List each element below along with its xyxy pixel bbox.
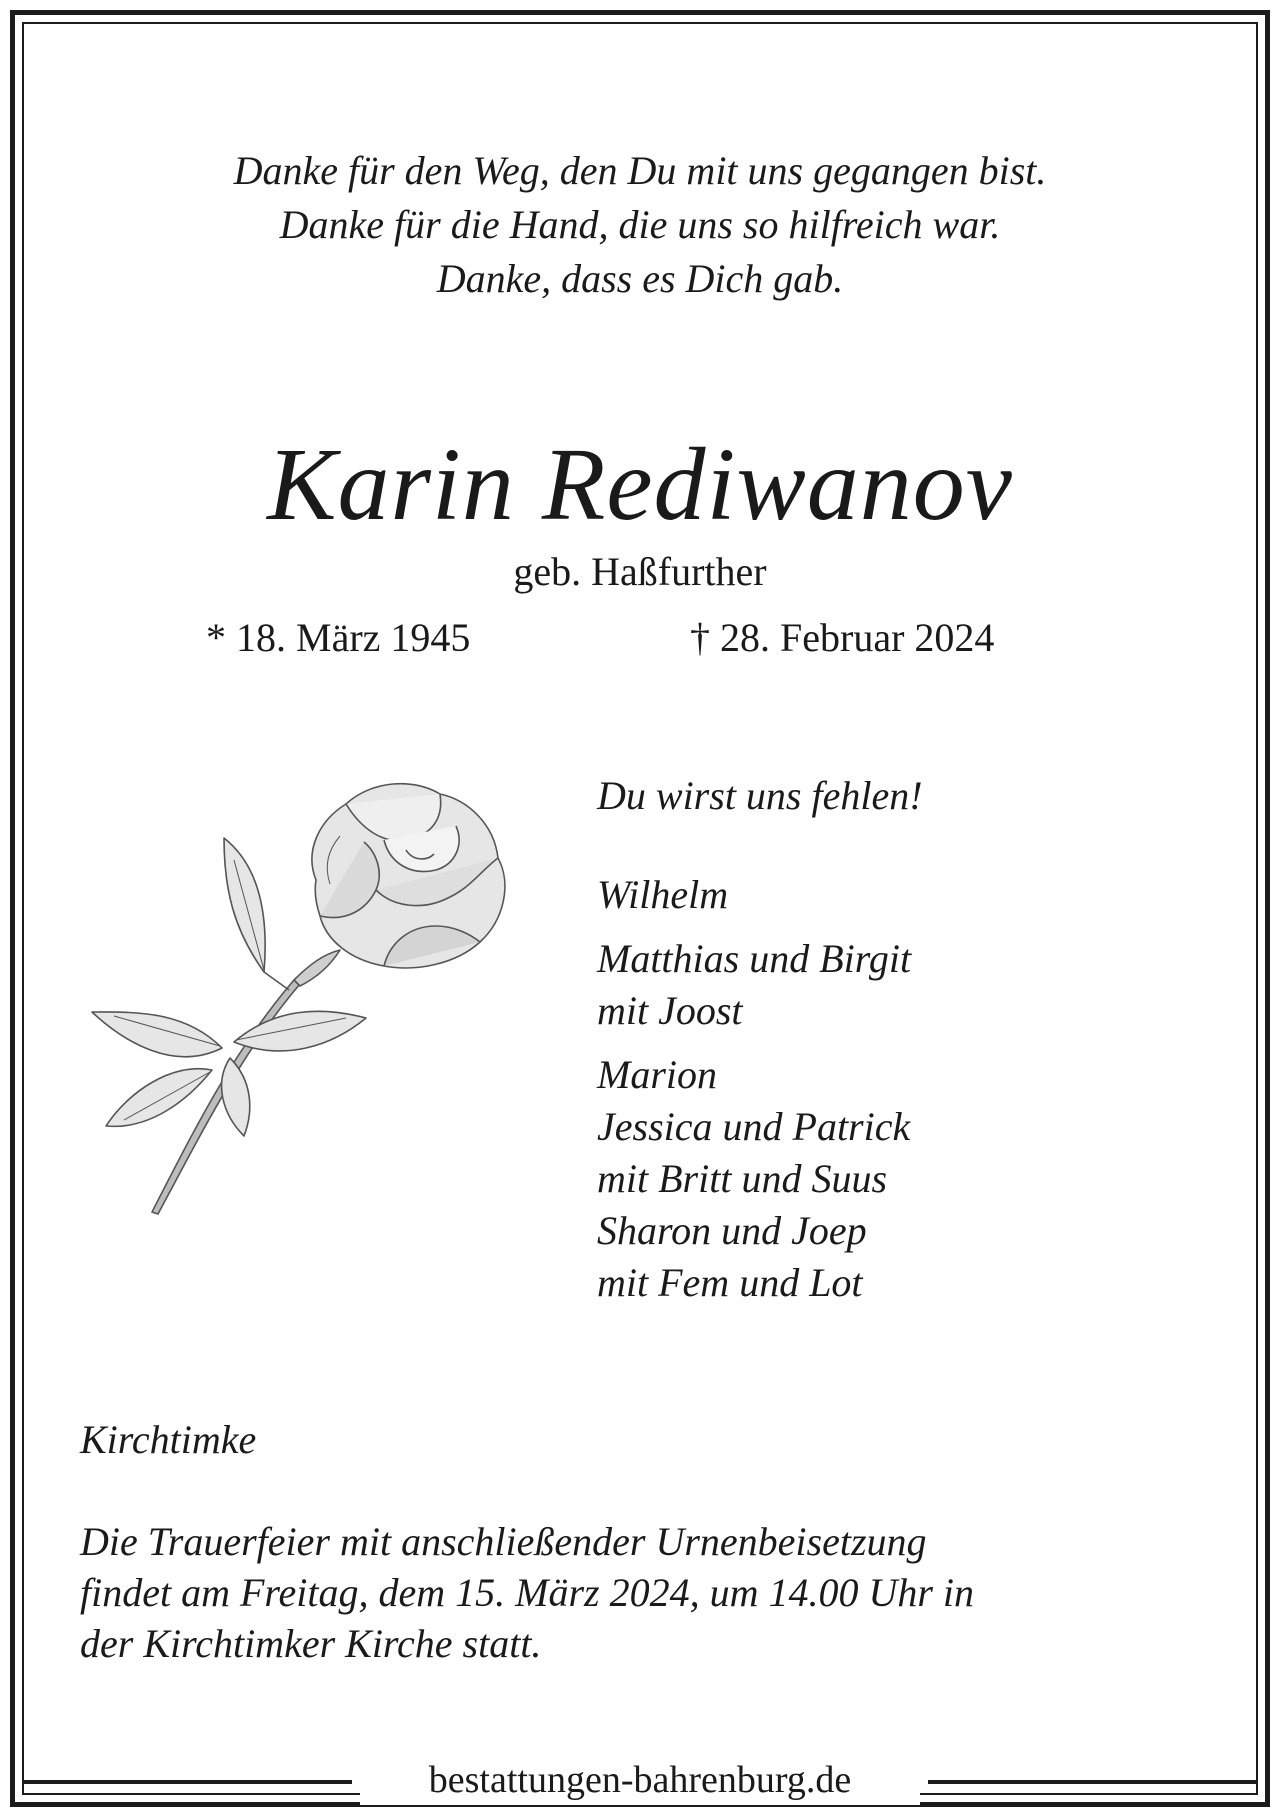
rose-icon [84,780,524,1220]
service-notice [80,1516,974,1669]
place-name: Kirchtimke [80,1417,257,1462]
mourners-list [597,770,923,1309]
quote-line: Danke, dass es Dich gab. [436,256,844,301]
footer-website: bestattungen-bahrenburg.de [360,1755,920,1805]
mourner-name: Wilhelm [597,872,729,917]
service-line: findet am Freitag, dem 15. März 2024, um 14.00 Uhr in [80,1570,975,1615]
mourner-name: Sharon und Joep [597,1208,867,1253]
thanks-quote [0,144,1280,306]
quote-line: Danke für den Weg, den Du mit uns gegangen bist. [233,148,1047,193]
service-line: Die Trauerfeier mit anschließender Urnenbeisetzung [80,1519,927,1564]
farewell-message: Du wirst uns fehlen! [597,773,923,818]
deceased-name: Karin Rediwanov [267,427,1013,542]
birth-date: * 18. März 1945 [206,615,471,660]
footer-divider-left [22,1780,352,1784]
service-line: der Kirchtimker Kirche statt. [80,1621,542,1666]
footer-divider-right [928,1780,1258,1784]
mourner-name: Matthias und Birgit [597,936,912,981]
mourner-name: mit Joost [597,988,743,1033]
mourner-name: Marion [597,1052,717,1097]
death-date: † 28. Februar 2024 [690,615,995,660]
mourner-name: Jessica und Patrick [597,1104,911,1149]
mourner-name: mit Fem und Lot [597,1260,863,1305]
quote-line: Danke für die Hand, die uns so hilfreich war. [279,202,1001,247]
maiden-name: geb. Haßfurther [513,549,767,594]
mourner-name: mit Britt und Suus [597,1156,888,1201]
